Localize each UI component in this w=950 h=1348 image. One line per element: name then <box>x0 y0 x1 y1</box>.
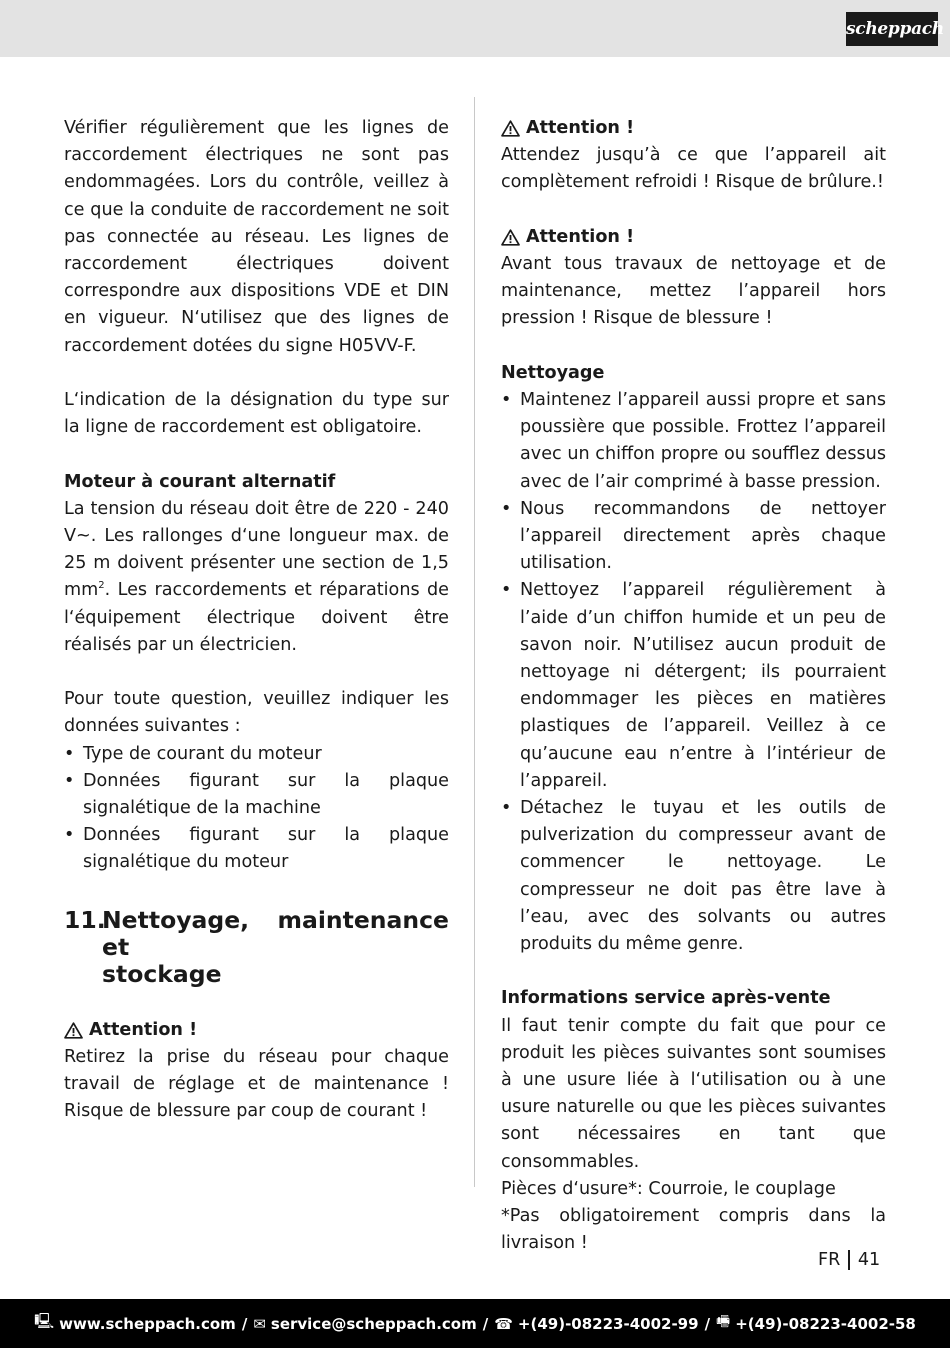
logo-text: scheppach <box>846 19 944 39</box>
attention-heading <box>501 224 886 251</box>
motor-text-a: La tension du réseau doit être de 220 - 240 V~. Les rallonges d‘une longueur max. de 25 m doivent présenter une section de 1,5 mm <box>64 498 449 601</box>
section-title <box>64 907 449 988</box>
list-item: • Données figurant sur la plaque signalétique du moteur <box>64 825 449 873</box>
cleaning-list <box>501 387 886 958</box>
wear-parts-text: Pièces d‘usure*: Courroie, le couplage <box>501 1178 836 1199</box>
footnote-text: *Pas obligatoirement compris dans la livraison ! <box>501 1206 886 1254</box>
header-band <box>0 0 950 57</box>
warning-triangle-icon <box>501 229 520 246</box>
type-designation-paragraph: L‘indication de la désignation du type sur la ligne de raccordement est obligatoire. <box>64 390 449 438</box>
list-item: • Maintenez l’appareil aussi propre et sans poussière que possible. Frottez l’appareil avec un chiffon propre ou soufflez dessus avec de l’air comprimé à basse pression. <box>501 390 886 492</box>
warning-triangle-icon <box>64 1022 83 1039</box>
page-language: FR <box>818 1250 841 1270</box>
attention-cooldown-text: Attendez jusqu’à ce que l’appareil ait complètement refroidi ! Risque de brûlure.! <box>501 145 886 193</box>
attention-label: Attention ! <box>526 226 635 247</box>
attention-pressure-text: Avant tous travaux de nettoyage et de maintenance, mettez l’appareil hors pression ! Risque de blessure ! <box>501 254 886 329</box>
attention-heading <box>64 1017 449 1044</box>
motor-text-b: . Les raccordements et réparations de l‘équipement électrique doivent être réalisés par un électricien. <box>64 580 449 655</box>
attention-label: Attention ! <box>89 1019 198 1040</box>
motor-superscript: 2 <box>98 580 105 592</box>
motor-paragraph <box>64 496 449 659</box>
phone-number: +(49)-08223-4002-99 <box>517 1314 699 1333</box>
section-title-line2: stockage <box>102 959 222 988</box>
question-intro: Pour toute question, veuillez indiquer les données suivantes : <box>64 689 449 737</box>
page-separator <box>848 1250 850 1270</box>
scheppach-logo <box>846 12 944 46</box>
attention-label: Attention ! <box>526 118 635 138</box>
footer-bar <box>0 1299 950 1348</box>
footer-separator: / <box>704 1314 711 1333</box>
list-item: • Détachez le tuyau et les outils de pulverization du compresseur avant de commencer le nettoyage. Le compresseur ne doit pas être lave à l’eau, avec des solvants ou autres produits du même genre. <box>501 798 886 955</box>
motor-heading: Moteur à courant alternatif <box>64 471 336 492</box>
section-number: 11. <box>64 905 106 934</box>
service-text: Il faut tenir compte du fait que pour ce produit les pièces suivantes sont soumises à une usure liée à l‘utilisation ou à une usure naturelle ou que les pièces suivantes sont nécessaires en tant que consommables. <box>501 1015 886 1172</box>
footer-separator: / <box>482 1314 489 1333</box>
phone-icon: ☎︎ <box>494 1314 513 1333</box>
fax-number: +(49)-08223-4002-58 <box>735 1314 916 1333</box>
list-item: • Données figurant sur la plaque signalétique de la machine <box>64 770 449 819</box>
connection-lines-paragraph: Vérifier régulièrement que les lignes de raccordement électriques ne sont pas endommagées. Lors du contrôle, veillez à ce que la conduite de raccordement ne soit pas connectée au réseau. Les lignes de raccordement électriques doivent correspondre aux dispositions VDE et DIN en vigueur. N‘utilisez que des lignes de raccordement dotées du signe H05VV-F. <box>64 118 449 356</box>
fax-icon: 🖷︎ <box>716 1312 731 1330</box>
list-item: • Type de courant du moteur <box>64 743 322 764</box>
website-link[interactable]: www.scheppach.com <box>59 1314 236 1333</box>
email-link[interactable]: service@scheppach.com <box>270 1314 477 1333</box>
footer-separator: / <box>241 1314 248 1333</box>
column-divider <box>474 97 475 1187</box>
section-title-line1: Nettoyage, maintenance et <box>102 905 449 961</box>
right-column <box>501 115 886 1257</box>
list-item: • Nous recommandons de nettoyer l’appareil directement après chaque utilisation. <box>501 498 886 574</box>
warning-triangle-icon <box>501 120 520 137</box>
page-indicator <box>818 1248 880 1272</box>
left-column <box>64 115 449 1125</box>
page-number: 41 <box>857 1250 881 1270</box>
service-heading: Informations service après-vente <box>501 988 831 1009</box>
cleaning-heading: Nettoyage <box>501 362 605 383</box>
attention-text: Retirez la prise du réseau pour chaque travail de réglage et de maintenance ! Risque de blessure par coup de courant ! <box>64 1046 449 1122</box>
attention-heading <box>501 115 886 142</box>
mail-icon: ✉︎ <box>253 1314 266 1333</box>
question-list <box>64 741 449 877</box>
list-item: • Nettoyez l’appareil régulièrement à l’aide d’un chiffon humide et un peu de savon noir. N’utilisez aucun produit de nettoyage ni détergent; ils pourraient endommager les pièces en matières plastiques de l’appareil. Veillez à ce qu’aucune eau n’entre à l’intérieur de l’appareil. <box>501 580 886 791</box>
computer-icon: 🖳︎ <box>34 1312 55 1330</box>
